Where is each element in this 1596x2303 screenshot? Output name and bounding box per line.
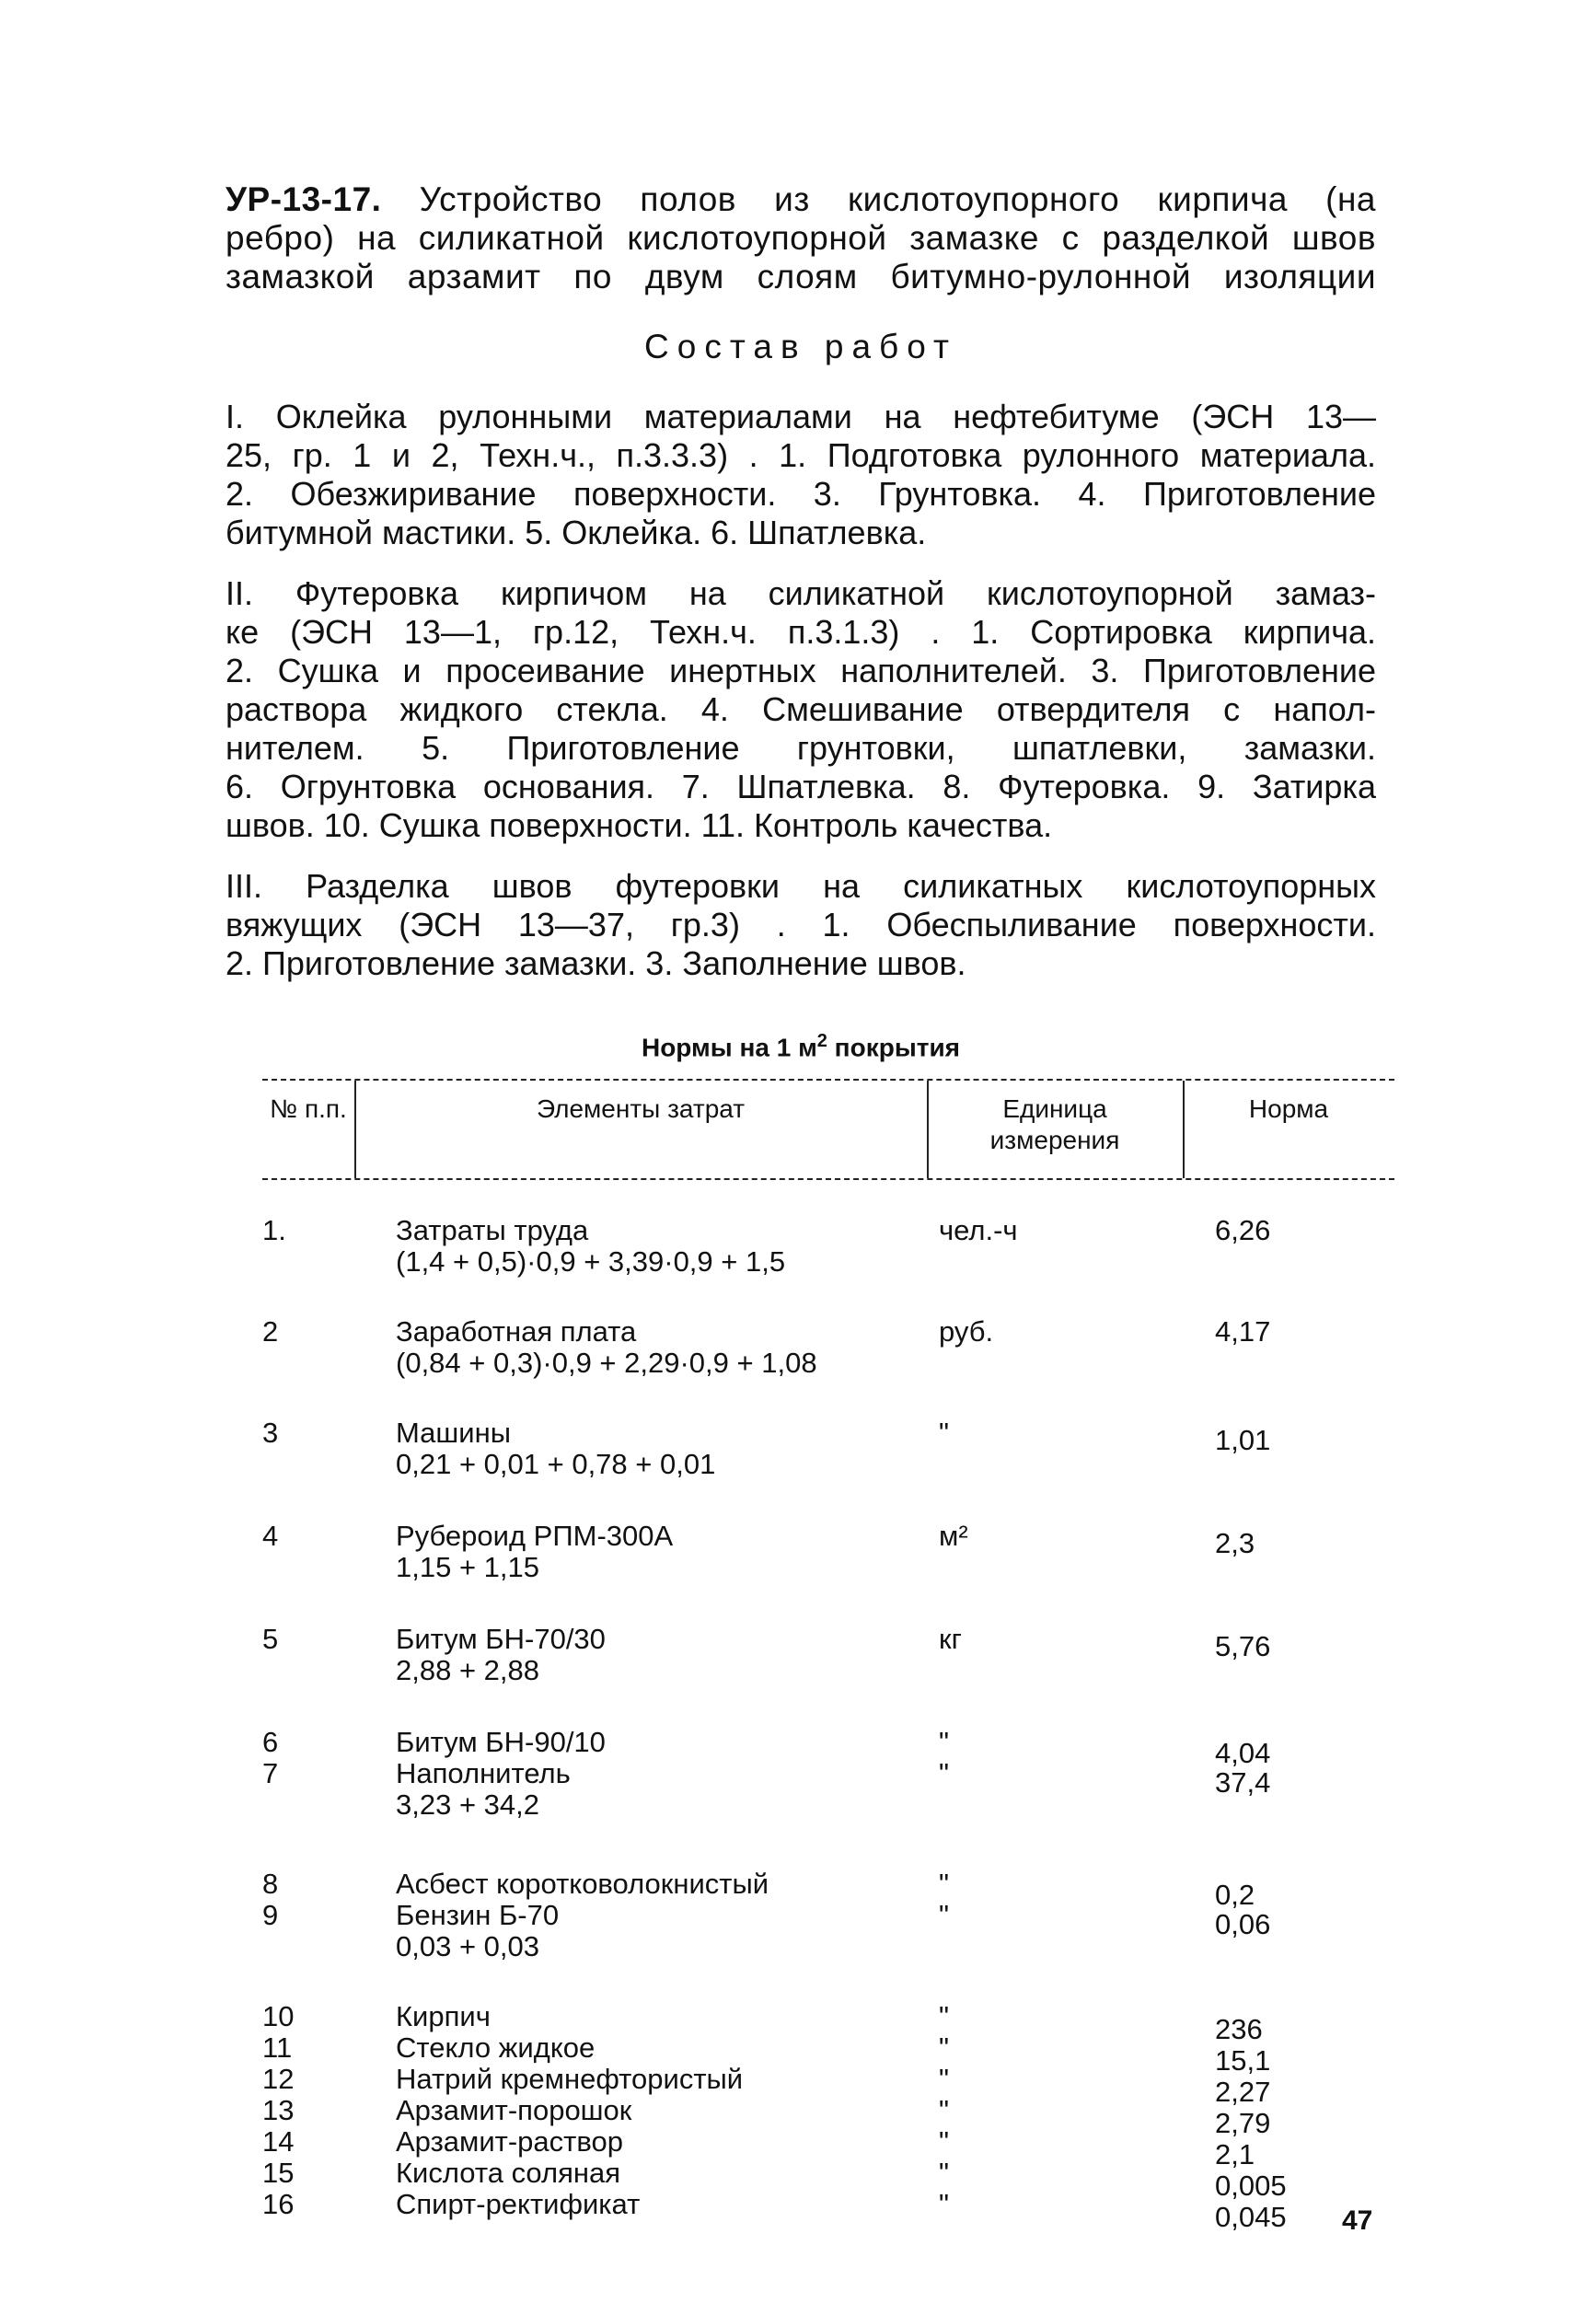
row-number: 1. (262, 1214, 286, 1247)
row-number: 6 (262, 1726, 279, 1759)
row-norm: 5,76 (1215, 1630, 1271, 1663)
work-paragraph (226, 398, 1376, 552)
table-row (262, 1624, 1394, 1727)
row-element-name: Спирт-ректификат (396, 2188, 641, 2221)
row-norm: 1,01 (1215, 1424, 1271, 1457)
paragraph-line: ке (ЭСН 13—1, гр.12, Техн.ч. п.3.1.3) . 1. Сортировка кирпича. (226, 613, 1376, 651)
row-number: 9 (262, 1899, 279, 1932)
page-number: 47 (1342, 2205, 1373, 2236)
row-norm: 2,3 (1215, 1527, 1255, 1560)
paragraph-line: II. Футеровка кирпичом на силикатной кислотоупорной замаз- (226, 574, 1376, 612)
header-unit-line-1: Единица (1002, 1094, 1107, 1124)
section-code: УР-13-17. (226, 180, 382, 218)
row-norm: 4,17 (1215, 1315, 1271, 1348)
row-norm: 2,79 (1215, 2107, 1271, 2140)
norms-title-prefix: Нормы на 1 м (641, 1033, 817, 1062)
table-row (262, 1758, 1394, 1869)
header-unit-line-2: измерения (989, 1126, 1120, 1155)
row-number: 11 (262, 2031, 293, 2065)
row-element-name: Рубероид РПМ-300А (396, 1520, 674, 1553)
row-norm: 2,27 (1215, 2076, 1271, 2109)
row-element-name: Натрий кремнефтористый (396, 2063, 744, 2096)
paragraph-line: битумной мастики. 5. Оклейка. 6. Шпатлевка. (226, 514, 927, 551)
row-number: 7 (262, 1757, 279, 1790)
row-number: 4 (262, 1520, 279, 1553)
row-unit: руб. (939, 1315, 994, 1348)
row-element-name: Стекло жидкое (396, 2031, 596, 2065)
table-row (262, 1316, 1394, 1418)
section-title: Состав работ (644, 328, 957, 365)
row-calculation: (0,84 + 0,3)·0,9 + 2,29·0,9 + 1,08 (396, 1347, 817, 1380)
header-unit (927, 1094, 1183, 1156)
row-number: 10 (262, 2000, 295, 2033)
paragraph-line: 25, гр. 1 и 2, Техн.ч., п.3.3.3) . 1. Подготовка рулонного материала. (226, 436, 1376, 474)
row-norm: 6,26 (1215, 1214, 1271, 1247)
row-unit: " (939, 2157, 950, 2190)
row-element-name: Бензин Б-70 (396, 1899, 560, 1932)
header-norm: Норма (1248, 1094, 1329, 1124)
heading-line-3: замазкой арзамит по двум слоям битумно-рулонной изоляции (226, 258, 1376, 295)
norms-title (226, 1031, 1376, 1062)
table-row (262, 1868, 1394, 1912)
section-heading (226, 180, 1376, 296)
row-norm: 0,005 (1215, 2170, 1287, 2203)
row-element-name: Арзамит-раствор (396, 2125, 623, 2158)
row-norm: 4,04 (1215, 1737, 1271, 1770)
paragraph-line: III. Разделка швов футеровки на силикатных кислотоупорных (226, 867, 1376, 905)
row-unit: " (939, 2000, 950, 2033)
row-number: 12 (262, 2063, 295, 2096)
norms-title-suffix: покрытия (827, 1033, 960, 1062)
norms-table (262, 1079, 1394, 2234)
row-element-name: Кислота соляная (396, 2157, 621, 2190)
paragraph-line: 6. Огрунтовка основания. 7. Шпатлевка. 8. Футеровка. 9. Затирка (226, 768, 1376, 805)
row-calculation: 0,03 + 0,03 (396, 1930, 539, 1963)
row-calculation: 3,23 + 34,2 (396, 1788, 539, 1822)
row-unit: " (939, 2188, 950, 2221)
page (226, 180, 1376, 2234)
heading-line-2: ребро) на силикатной кислотоупорной замазке с разделкой швов (226, 219, 1376, 257)
row-norm: 0,06 (1215, 1908, 1271, 1941)
row-norm: 0,2 (1215, 1879, 1255, 1912)
row-unit: " (939, 2094, 950, 2127)
row-unit: м² (939, 1520, 968, 1553)
row-element-name: Затраты труда (396, 1214, 589, 1247)
row-element-name: Заработная плата (396, 1315, 637, 1348)
table-row (262, 2125, 1394, 2171)
row-norm: 37,4 (1215, 1766, 1271, 1800)
table-row (262, 1215, 1394, 1316)
row-element-name: Машины (396, 1417, 511, 1450)
row-number: 16 (262, 2188, 295, 2221)
table-row (262, 2094, 1394, 2140)
row-norm: 2,1 (1215, 2138, 1255, 2171)
row-calculation: 0,21 + 0,01 + 0,78 + 0,01 (396, 1448, 716, 1481)
table-body (262, 1214, 1394, 2234)
row-element-name: Наполнитель (396, 1757, 571, 1790)
row-norm: 0,045 (1215, 2201, 1287, 2234)
table-row (262, 1726, 1394, 1770)
paragraph-line: нителем. 5. Приготовление грунтовки, шпатлевки, замазки. (226, 729, 1376, 767)
table-header (262, 1079, 1394, 1180)
table-row (262, 1900, 1394, 2001)
row-unit: " (939, 2063, 950, 2096)
row-number: 14 (262, 2125, 295, 2158)
paragraph-line: 2. Сушка и просеивание инертных наполнителей. 3. Приготовление (226, 652, 1376, 689)
row-unit: чел.-ч (939, 1214, 1018, 1247)
work-paragraphs (226, 398, 1376, 983)
heading-line-1: Устройство полов из кислотоупорного кирпича (на (419, 180, 1376, 218)
header-num: № п.п. (270, 1094, 347, 1124)
row-norm: 236 (1215, 2013, 1263, 2046)
row-unit: кг (939, 1623, 962, 1656)
norms-title-superscript: 2 (816, 1031, 827, 1051)
table-row (262, 2031, 1394, 2077)
row-element-name: Битум БН-70/30 (396, 1623, 606, 1656)
table-row (262, 2000, 1394, 2046)
row-calculation: (1,4 + 0,5)·0,9 + 3,39·0,9 + 1,5 (396, 1245, 786, 1279)
row-unit: " (939, 2125, 950, 2158)
row-unit: " (939, 1726, 950, 1759)
row-element-name: Битум БН-90/10 (396, 1726, 606, 1759)
row-number: 15 (262, 2157, 295, 2190)
table-row (262, 1521, 1394, 1624)
row-norm: 15,1 (1215, 2044, 1271, 2077)
work-paragraph (226, 574, 1376, 845)
paragraph-line: 2. Приготовление замазки. 3. Заполнение швов. (226, 944, 966, 982)
row-number: 13 (262, 2094, 295, 2127)
paragraph-line: I. Оклейка рулонными материалами на нефтебитуме (ЭСН 13— (226, 398, 1376, 435)
row-unit: " (939, 1868, 950, 1901)
paragraph-line: 2. Обезжиривание поверхности. 3. Грунтовка. 4. Приготовление (226, 475, 1376, 513)
row-element-name: Асбест коротковолокнистый (396, 1868, 769, 1901)
row-element-name: Кирпич (396, 2000, 491, 2033)
row-number: 8 (262, 1868, 279, 1901)
table-row (262, 2063, 1394, 2109)
paragraph-line: вяжущих (ЭСН 13—37, гр.3) . 1. Обеспыливание поверхности. (226, 906, 1376, 943)
row-number: 2 (262, 1315, 279, 1348)
row-unit: " (939, 1417, 950, 1450)
row-number: 5 (262, 1623, 279, 1656)
row-unit: " (939, 2031, 950, 2065)
table-row (262, 1418, 1394, 1521)
paragraph-line: раствора жидкого стекла. 4. Смешивание отвердителя с напол- (226, 690, 1376, 728)
row-calculation: 2,88 + 2,88 (396, 1654, 539, 1687)
row-unit: " (939, 1899, 950, 1932)
row-number: 3 (262, 1417, 279, 1450)
row-calculation: 1,15 + 1,15 (396, 1551, 539, 1584)
header-elements: Элементы затрат (536, 1094, 746, 1124)
table-row (262, 2157, 1394, 2203)
paragraph-line: швов. 10. Сушка поверхности. 11. Контроль качества. (226, 806, 1053, 844)
work-paragraph (226, 867, 1376, 983)
row-element-name: Арзамит-порошок (396, 2094, 632, 2127)
row-unit: " (939, 1757, 950, 1790)
